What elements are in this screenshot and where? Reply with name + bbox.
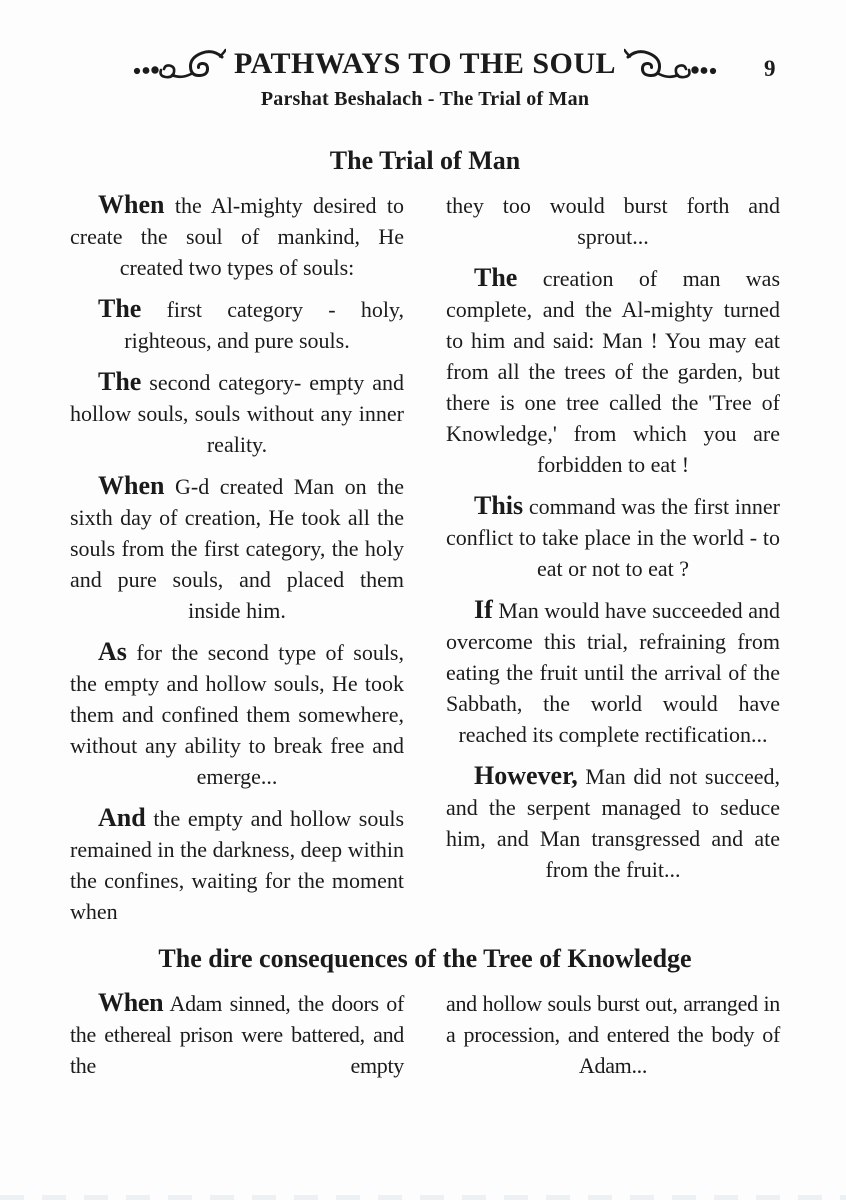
paragraph (446, 491, 780, 584)
paragraph (70, 803, 404, 927)
right-column (446, 190, 780, 938)
section-heading: The dire consequences of the Tree of Knowledge (158, 944, 692, 973)
paragraph-text: they too would burst forth and sprout... (446, 193, 780, 249)
paragraph-text: Man would have succeeded and overcome this trial, refraining from eating the fruit until the arrival of the Sabbath, the world would have reached its complete rectification... (446, 598, 780, 747)
paragraph (446, 988, 780, 1081)
paragraph-text: for the second type of souls, the empty and hollow souls, He took them and confined them somewhere, without any ability to break free and emerge... (70, 640, 404, 789)
book-title: PATHWAYS TO THE SOUL (233, 47, 617, 80)
page-content (70, 144, 780, 1092)
two-column-text (70, 988, 780, 1092)
paragraph (70, 637, 404, 792)
page-edge-scan-artifact (0, 1195, 846, 1200)
paragraph-lead: When (98, 988, 164, 1017)
paragraph-text: G-d created Man on the sixth day of creation, He took all the souls from the first category, the holy and pure souls, and placed them inside him. (70, 474, 405, 623)
paragraph (70, 988, 404, 1081)
chapter-subtitle: Parshat Beshalach - The Trial of Man (260, 88, 590, 110)
title-row (70, 46, 780, 82)
paragraph (70, 471, 404, 626)
paragraph-lead: If (474, 595, 493, 624)
paragraph-lead: This (474, 491, 524, 520)
paragraph-text: Man did not succeed, and the serpent managed to seduce him, and Man transgressed and ate from the fruit... (446, 764, 781, 882)
paragraph-text: and hollow souls burst out, arranged in a procession, and entered the body of Adam... (446, 991, 780, 1078)
paragraph (70, 190, 404, 283)
page-number: 9 (764, 56, 776, 81)
paragraph-text: second category- empty and hollow souls, souls without any inner reality. (70, 370, 404, 457)
paragraph-text: first category - holy, righteous, and pure souls. (124, 297, 405, 353)
swirl-flourish-mirrored-icon (624, 48, 718, 80)
left-column (70, 190, 404, 938)
right-column (446, 988, 780, 1092)
paragraph-lead: When (98, 471, 165, 500)
paragraph (446, 595, 780, 750)
paragraph-lead: The (474, 263, 518, 292)
paragraph (70, 367, 404, 460)
paragraph-lead: As (98, 637, 127, 666)
paragraph-lead: However, (474, 761, 578, 790)
paragraph-text: command was the first inner conflict to take place in the world - to eat or not to eat ? (446, 494, 780, 581)
paragraph (446, 190, 780, 252)
paragraph-lead: When (98, 190, 165, 219)
paragraph (70, 294, 404, 356)
two-column-text (70, 190, 780, 938)
left-column (70, 988, 404, 1092)
paragraph-lead: The (98, 294, 142, 323)
paragraph-lead: And (98, 803, 146, 832)
paragraph (446, 761, 780, 885)
paragraph-lead: The (98, 367, 142, 396)
paragraph-text: the empty and hollow souls remained in the darkness, deep within the confines, waiting for the moment when (70, 806, 405, 924)
paragraph (446, 263, 780, 480)
paragraph-text: creation of man was complete, and the Al-mighty turned to him and said: Man ! You may eat from all the trees of the garden, but there is one tree called the 'Tree of Knowledge,' from which you are forbidden to eat ! (446, 266, 781, 477)
paragraph-text: Adam sinned, the doors of the ethereal prison were battered, and the empty (70, 991, 404, 1078)
section-heading: The Trial of Man (329, 146, 521, 175)
swirl-flourish-icon (132, 48, 226, 80)
paragraph-text: the Al-mighty desired to create the soul of mankind, He created two types of souls: (70, 193, 404, 280)
page-header (70, 46, 780, 111)
